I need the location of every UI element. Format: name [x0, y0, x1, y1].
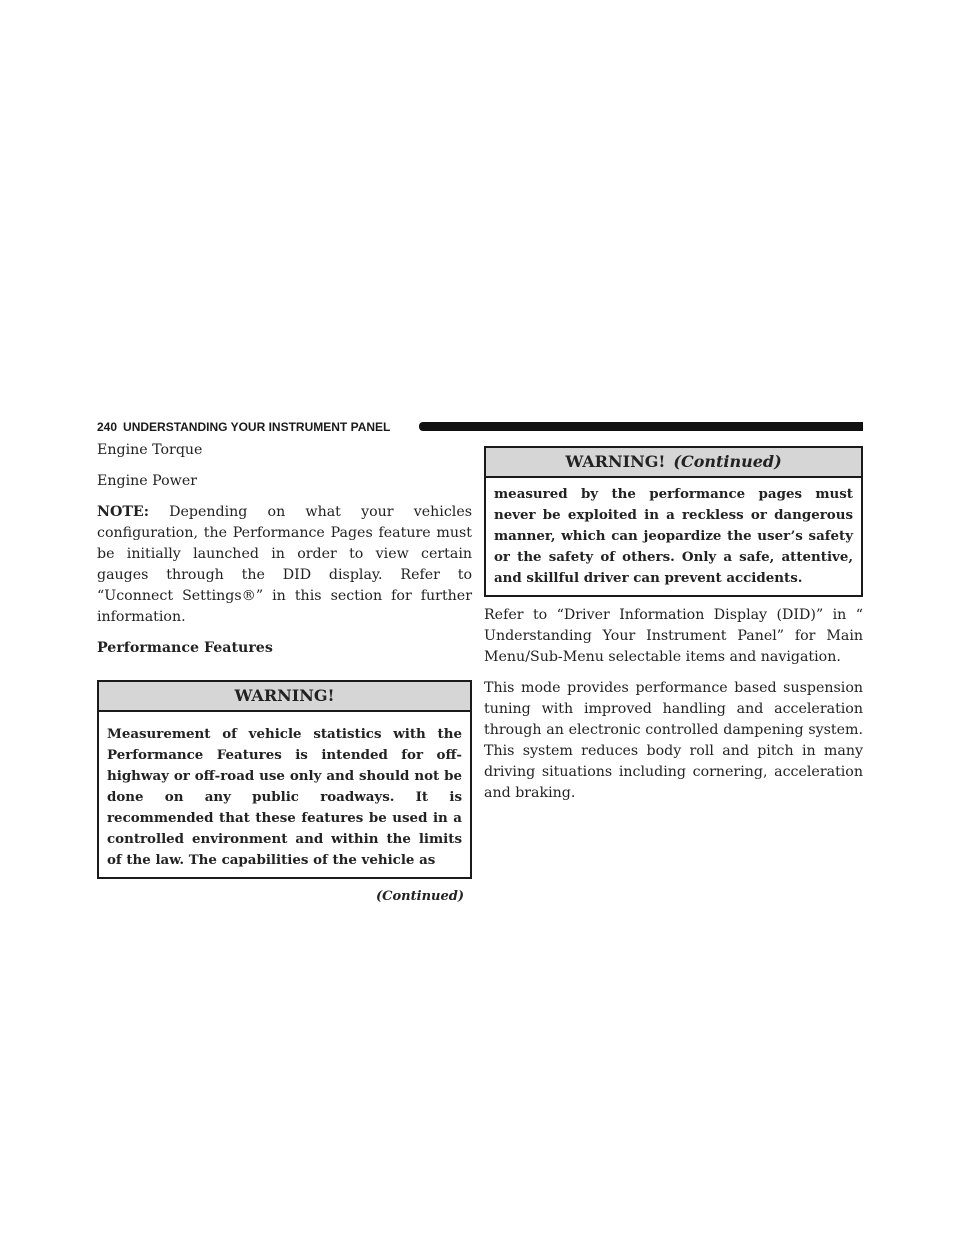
- note-text: Depending on what your vehicles configuration, the Performance Pages feature must be initially launched in order to view certain gauges through the DID display. Refer to “Uconnect Settings®” in this section for further information.: [97, 504, 472, 625]
- warning-title-text: WARNING!: [234, 686, 335, 705]
- warning-title-text-2: WARNING!: [565, 452, 666, 471]
- performance-features-heading: Performance Features: [97, 640, 273, 656]
- header-label: [97, 419, 398, 435]
- warning-text-continued: measured by the performance pages must never be exploited in a reckless or dangerous manner, which can jeopardize the user’s safety or the safety of others. Only a safe, attentive, and skillful driver can prevent accidents.: [494, 486, 853, 586]
- note-paragraph: [97, 502, 472, 628]
- list-item-engine-torque: Engine Torque: [97, 442, 203, 458]
- warning-continued-label: (Continued): [673, 452, 782, 471]
- warning-box: [97, 680, 472, 879]
- warning-box-continued: [484, 446, 863, 597]
- note-label: NOTE:: [97, 504, 149, 520]
- warning-title-continued: [486, 448, 861, 478]
- list-item-engine-power: Engine Power: [97, 473, 197, 489]
- header-rule: [419, 422, 863, 431]
- warning-title: [99, 682, 470, 712]
- suspension-mode-paragraph: This mode provides performance based suspension tuning with improved handling and acceleration through an electronic controlled dampening system. This system reduces body roll and pitch in many driving situations including cornering, acceleration and braking.: [484, 680, 863, 801]
- page-number: 240: [97, 420, 118, 434]
- right-column: [484, 446, 863, 804]
- warning-text: Measurement of vehicle statistics with the Performance Features is intended for off-highway or off-road use only and should not be done on any public roadways. It is recommended that these features be used in a controlled environment and within the limits of the law. The capabilities of the vehicle as: [107, 726, 462, 868]
- section-title: UNDERSTANDING YOUR INSTRUMENT PANEL: [123, 420, 391, 434]
- did-reference-paragraph: Refer to “Driver Information Display (DID)” in “ Understanding Your Instrument Panel” for Main Menu/Sub-Menu selectable items and navigation.: [484, 607, 863, 665]
- left-column: [97, 440, 472, 904]
- page-header: [97, 419, 863, 435]
- continued-label: (Continued): [376, 889, 464, 904]
